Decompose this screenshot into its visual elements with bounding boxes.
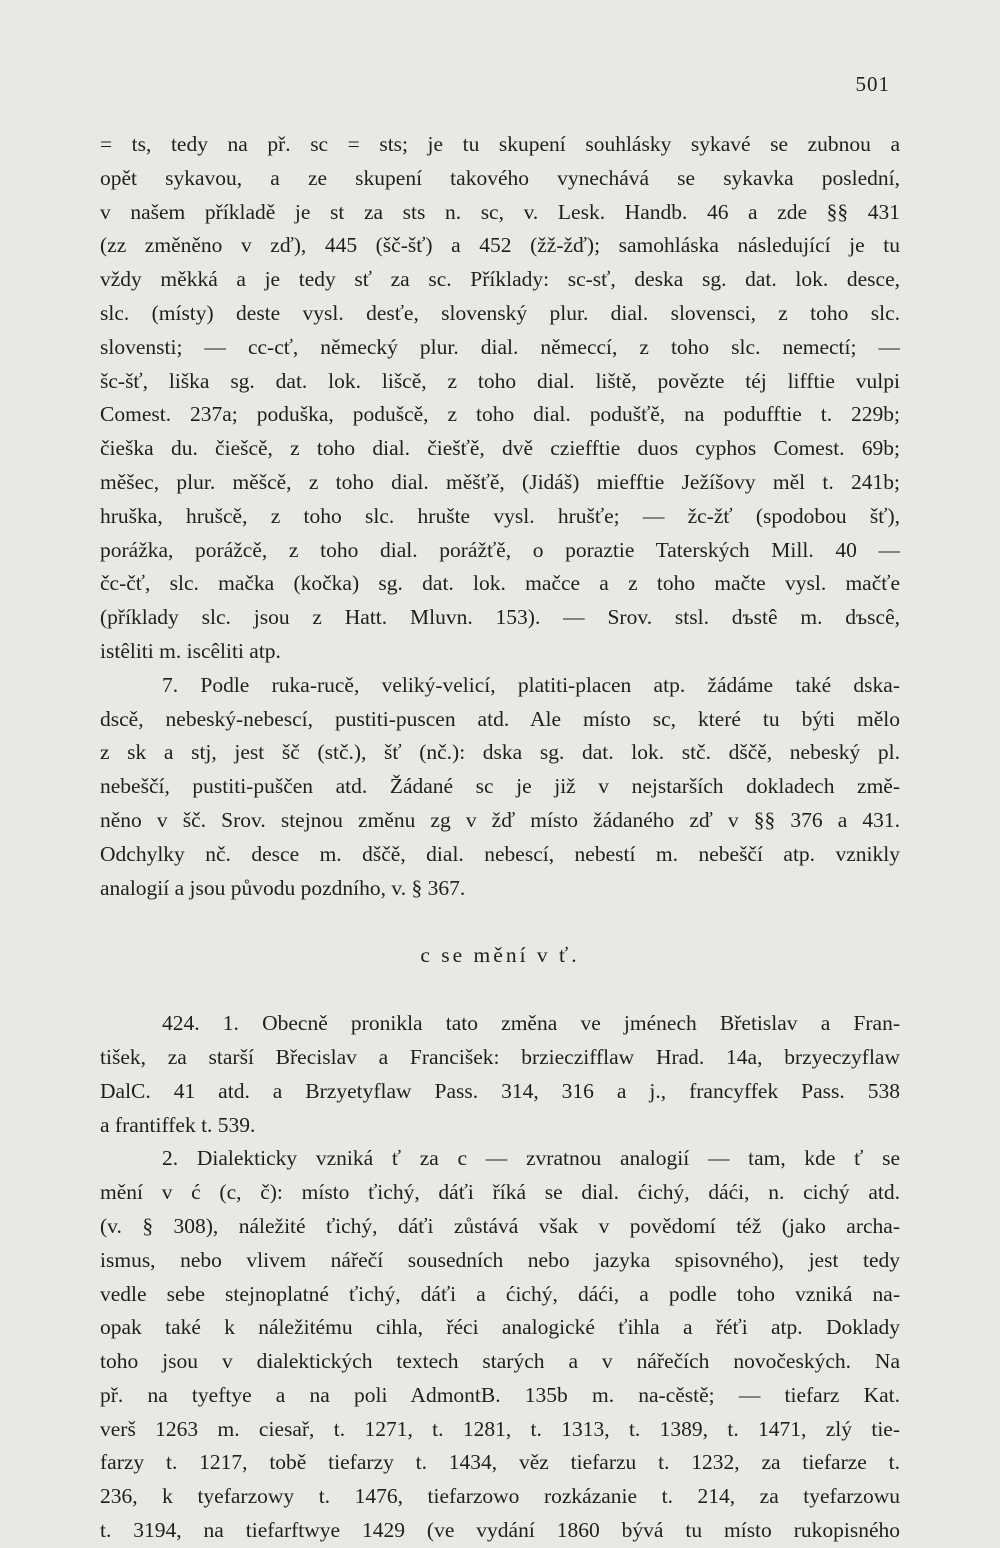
text-line: (zz změněno v zď), 445 (šč-šť) a 452 (žž-žď); samohláska následující je tu [100, 233, 900, 258]
text-line: 7. Podle ruka-rucě, veliký-velicí, platiti-placen atp. žádáme také dska- [162, 672, 900, 697]
text-line: ismus, nebo vlivem nářečí sousedních nebo jazyka spisovného), jest tedy [100, 1247, 900, 1272]
text-line: vedle sebe stejnoplatné ťichý, dáťi a ćichý, dáći, a podle toho vzniká na- [100, 1281, 900, 1306]
text-line: nebeščí, pustiti-puščen atd. Žádané sc je již v nejstarších dokladech změ- [100, 774, 900, 799]
text-line: DalC. 41 atd. a Brzyetyflaw Pass. 314, 316 a j., francyffek Pass. 538 [100, 1078, 900, 1103]
text-line: (v. § 308), náležité ťichý, dáťi zůstává však v povědomí též (jako archa- [100, 1213, 900, 1238]
text-line: vždy měkká a je tedy sť za sc. Příklady: sc-sť, deska sg. dat. lok. desce, [100, 267, 900, 292]
text-line: čc-čť, slc. mačka (kočka) sg. dat. lok. mačce a z toho mačte vysl. mačťe [100, 571, 900, 596]
text-line: opět sykavou, a ze skupení takového vynechává se sykavka poslední, [100, 165, 900, 190]
paragraph [100, 669, 900, 906]
text-line: něno v šč. Srov. stejnou změnu zg v žď místo žádaného zď v §§ 376 a 431. [100, 807, 900, 832]
text-line: 424. 1. Obecně pronikla tato změna ve jménech Břetislav a Fran- [162, 1011, 900, 1036]
paragraph [100, 1142, 900, 1548]
section-heading: c se mění v ť. [420, 943, 580, 968]
body-text [100, 128, 900, 1548]
page-number: 501 [855, 72, 890, 96]
text-line: opak také k náležitému cihla, řéci analogické ťihla a řéťi atp. Doklady [100, 1315, 900, 1340]
text-line: Odchylky nč. desce m. dščě, dial. nebescí, nebestí m. nebeščí atp. vznikly [100, 841, 900, 866]
text-line: př. na tyeftye a na poli AdmontB. 135b m. na-cěstě; — tiefarz Kat. [100, 1382, 900, 1407]
paragraph [100, 1007, 900, 1142]
text-line: tišek, za starší Břecislav a Francišek: brzieczifflaw Hrad. 14a, brzyeczyflaw [100, 1044, 900, 1069]
text-line: toho jsou v dialektických textech starých a v nářečích novočeských. Na [100, 1349, 900, 1374]
text-line: Comest. 237a; poduška, podušcě, z toho dial. podušťě, na podufftie t. 229b; [100, 402, 900, 427]
text-line: čieška du. čiešcě, z toho dial. čiešťě, dvě cziefftie duos cyphos Comest. 69b; [100, 436, 900, 461]
text-line: farzy t. 1217, tobě tiefarzy t. 1434, věz tiefarzu t. 1232, za tiefarze t. [100, 1450, 900, 1475]
text-line: mění v ć (c, č): místo ťichý, dáťi říká se dial. ćichý, dáći, n. cichý atd. [100, 1180, 900, 1205]
text-line: t. 3194, na tiefarftwye 1429 (ve vydání 1860 bývá tu místo rukopisného [100, 1518, 900, 1543]
text-line: = ts, tedy na př. sc = sts; je tu skupení souhlásky sykavé se zubnou a [100, 132, 900, 156]
text-line: dscě, nebeský-nebescí, pustiti-puscen atd. Ale místo sc, které tu býti mělo [100, 706, 900, 731]
text-line: porážka, porážcě, z toho dial. porážťě, o poraztie Taterských Mill. 40 — [100, 537, 900, 562]
text-line: slovensti; — cc-cť, německý plur. dial. němeccí, z toho slc. nemectí; — [100, 334, 900, 359]
text-line: 2. Dialekticky vzniká ť za c — zvratnou analogií — tam, kde ť se [162, 1146, 900, 1171]
spacer [100, 973, 900, 1007]
text-line: analogií a jsou původu pozdního, v. § 367. [100, 875, 466, 900]
text-line: slc. (místy) deste vysl. desťe, slovenský plur. dial. slovensci, z toho slc. [100, 300, 900, 325]
text-line: hruška, hrušcě, z toho slc. hrušte vysl. hrušťe; — žc-žť (spodobou šť), [100, 503, 900, 528]
paragraph [100, 128, 900, 669]
text-line: v našem příkladě je st za sts n. sc, v. Lesk. Handb. 46 a zde §§ 431 [100, 199, 900, 224]
text-line: měšec, plur. měšcě, z toho dial. měšťě, (Jidáš) miefftie Ježíšovy měl t. 241b; [100, 469, 900, 494]
spacer [100, 905, 900, 939]
text-line: verš 1263 m. ciesař, t. 1271, t. 1281, t. 1313, t. 1389, t. 1471, zlý tie- [100, 1416, 900, 1441]
text-line: istêliti m. iscêliti atp. [100, 638, 281, 663]
text-line: šc-šť, liška sg. dat. lok. lišcě, z toho dial. liště, povězte téj lifftie vulpi [100, 368, 900, 393]
text-line: a frantiffek t. 539. [100, 1112, 256, 1137]
text-line: z sk a stj, jest šč (stč.), šť (nč.): dska sg. dat. lok. stč. dščě, nebeský pl. [100, 740, 900, 765]
text-line: (příklady slc. jsou z Hatt. Mluvn. 153). — Srov. stsl. dъstê m. dъscê, [100, 605, 900, 630]
text-line: 236, k tyefarzowy t. 1476, tiefarzowo rozkázanie t. 214, za tyefarzowu [100, 1484, 900, 1509]
